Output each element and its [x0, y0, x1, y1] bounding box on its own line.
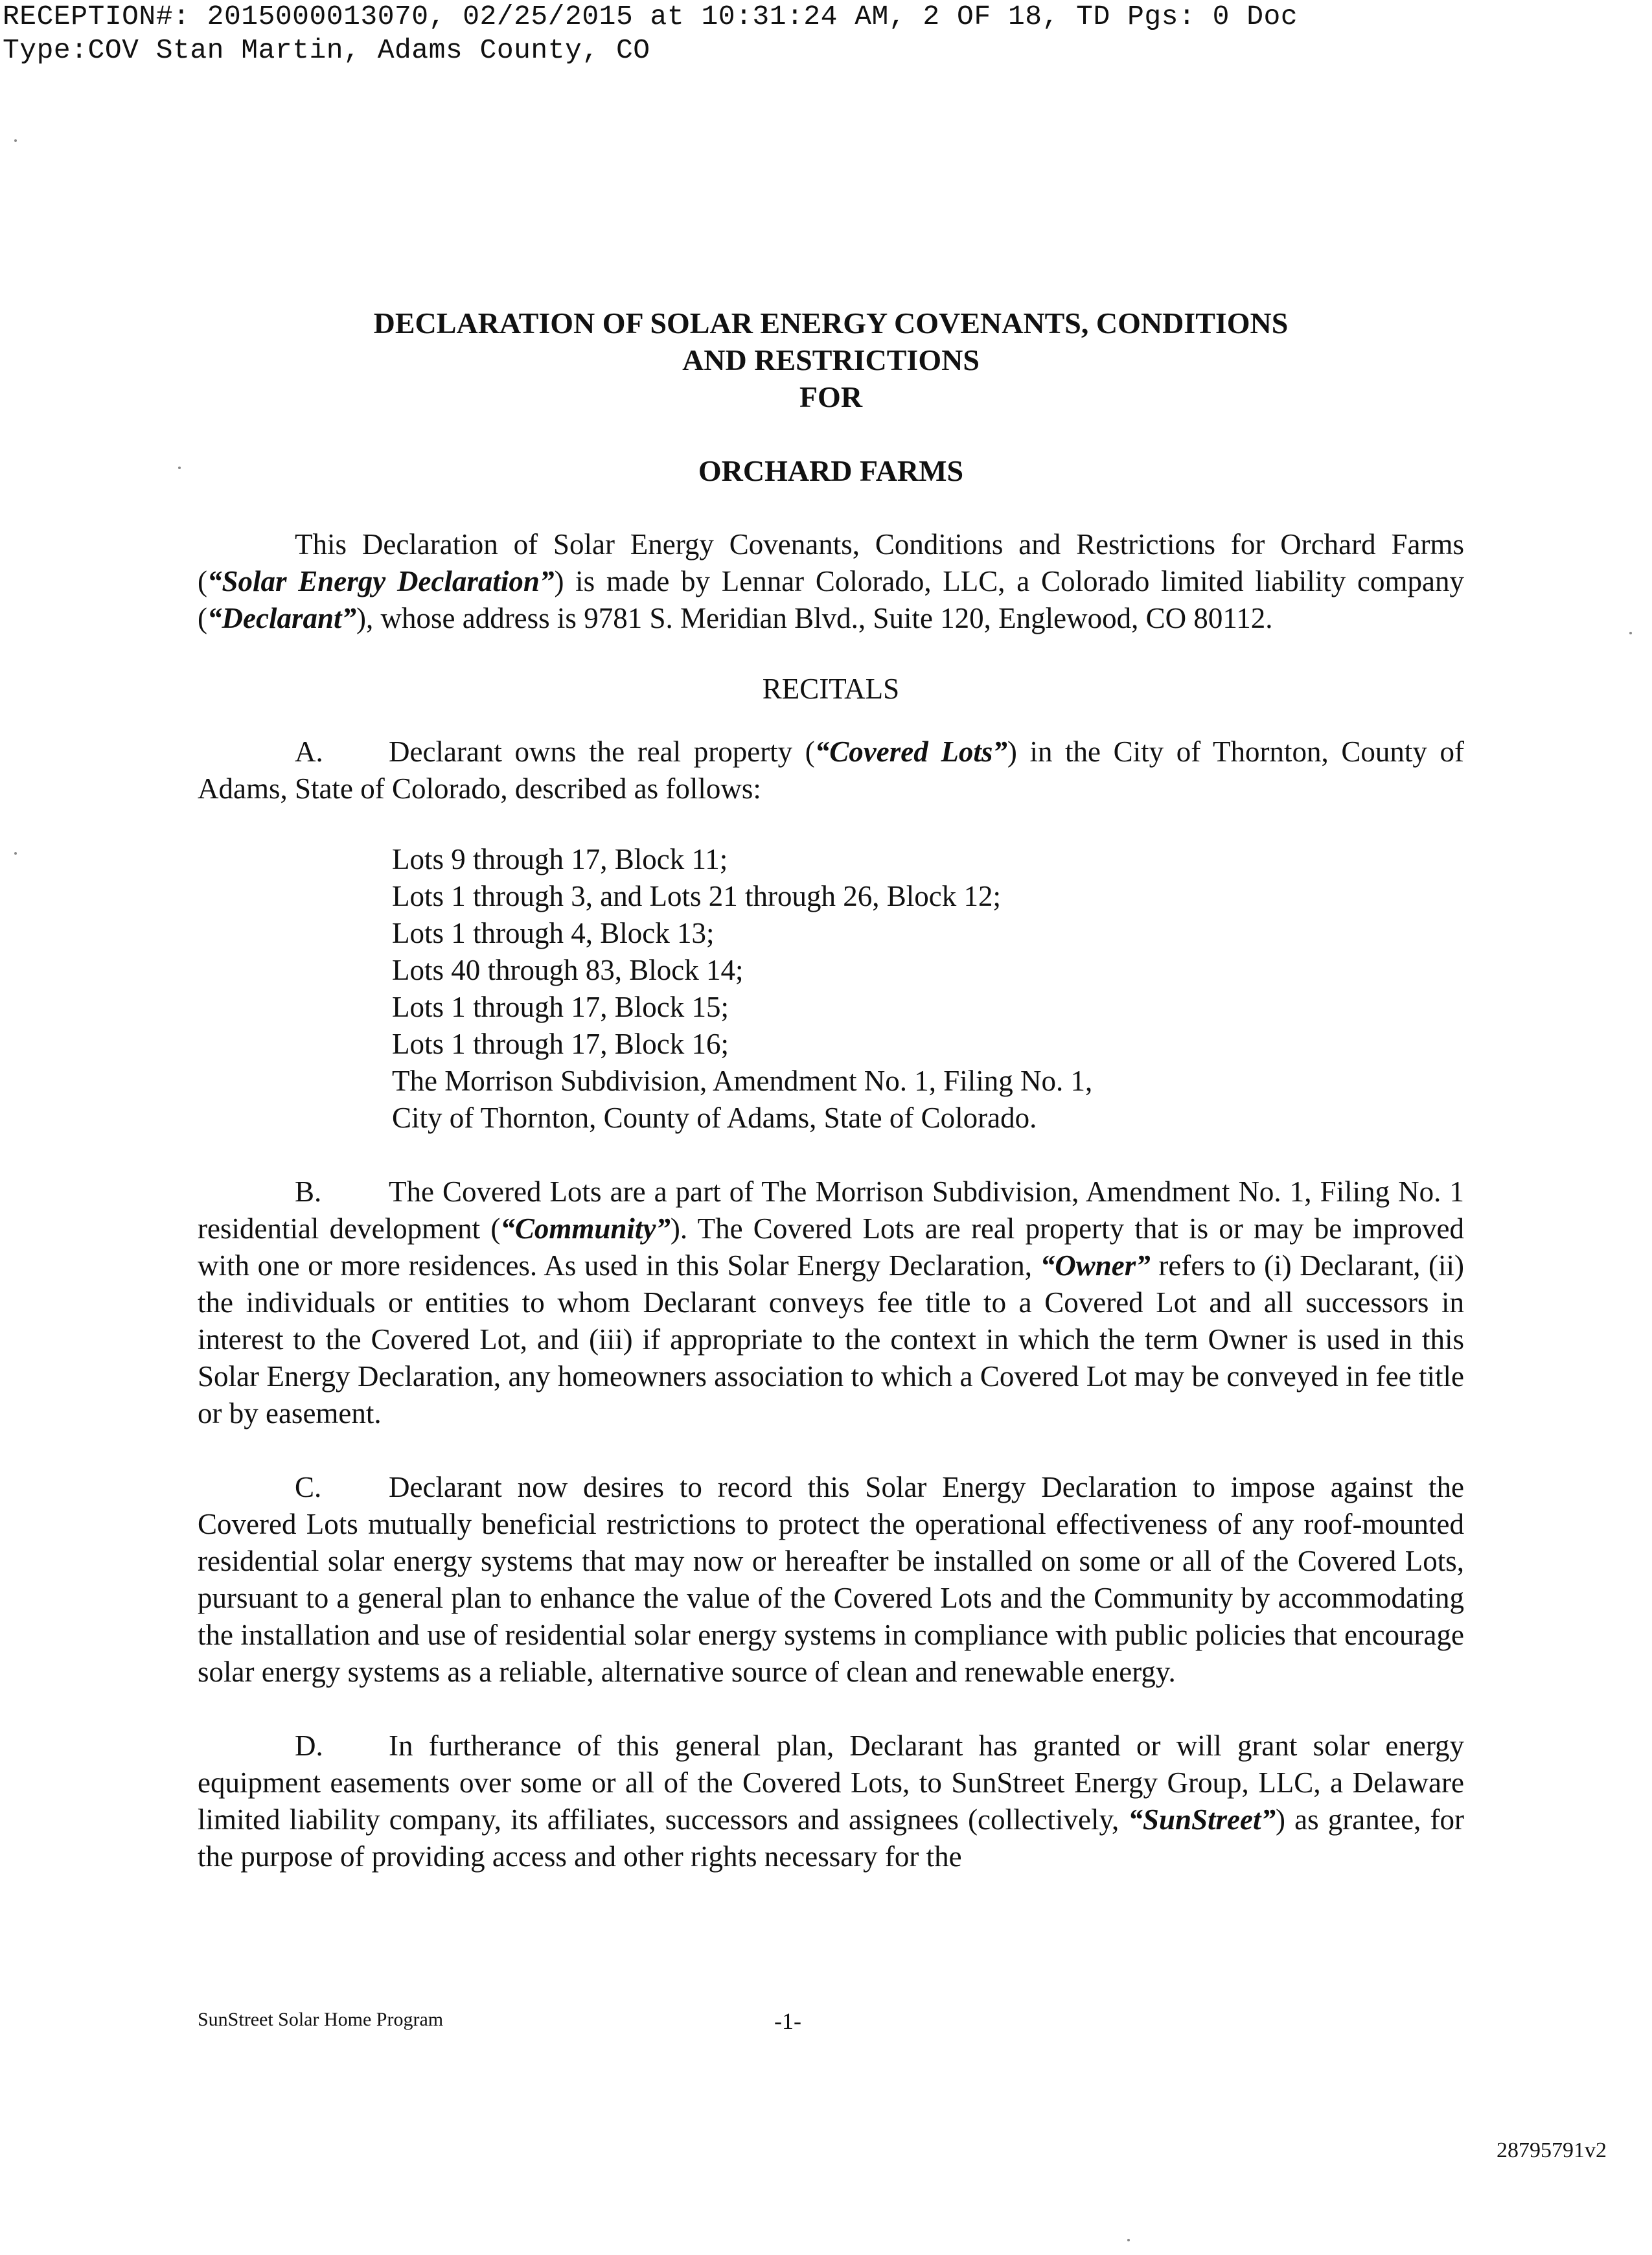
list-item: Lots 40 through 83, Block 14; — [392, 954, 744, 986]
document-subtitle: ORCHARD FARMS — [698, 454, 964, 487]
scan-speck — [1629, 632, 1632, 634]
defined-term-sunstreet: “SunStreet” — [1128, 1803, 1276, 1836]
recital-c — [198, 1469, 1464, 1691]
defined-term-solar-energy-declaration: “Solar Energy Declaration” — [207, 565, 555, 597]
recording-stamp — [3, 0, 1622, 67]
scan-speck — [1127, 2239, 1130, 2241]
recital-a-text-1: Declarant owns the real property ( — [389, 735, 815, 768]
list-item: Lots 9 through 17, Block 11; — [392, 843, 728, 875]
recital-a-text-2: ) in the City of Thornton, County of Adams, State of Colorado, described as follows: — [198, 735, 1464, 805]
recital-d-label: D. — [295, 1729, 323, 1762]
intro-text-2: ) is made by Lennar Colorado, LLC, a Colorado limited liability company ( — [198, 565, 1464, 634]
title-line-3: FOR — [799, 380, 863, 413]
defined-term-declarant: “Declarant” — [207, 602, 356, 634]
recital-b-text-1: The Covered Lots are a part of The Morrison Subdivision, Amendment No. 1, Filing No. 1 residential development ( — [198, 1175, 1464, 1245]
title-line-2: AND RESTRICTIONS — [682, 343, 980, 376]
recording-stamp-line-1: RECEPTION#: 2015000013070, 02/25/2015 at 10:31:24 AM, 2 OF 18, TD Pgs: 0 Doc — [3, 1, 1298, 32]
recital-d — [198, 1728, 1464, 1875]
scan-speck — [14, 139, 17, 142]
recital-d-text-1: In furtherance of this general plan, Declarant has granted or will grant solar energy equipment easements over some or all of the Covered Lots, to SunStreet Energy Group, LLC, a Delaware limited liability company, its affiliates, successors and assignees (collectively, — [198, 1729, 1464, 1836]
intro-text-3: ), whose address is 9781 S. Meridian Blvd., Suite 120, Englewood, CO 80112. — [356, 602, 1273, 634]
defined-term-covered-lots: “Covered Lots” — [814, 735, 1007, 768]
list-item: City of Thornton, County of Adams, State of Colorado. — [392, 1102, 1037, 1134]
defined-term-community: “Community” — [500, 1212, 671, 1245]
recital-b — [198, 1174, 1464, 1432]
recording-stamp-line-2: Type:COV Stan Martin, Adams County, CO — [3, 34, 650, 66]
scan-speck — [178, 467, 181, 469]
recital-d-text-2: ) as grantee, for the purpose of providing access and other rights necessary for the — [198, 1803, 1464, 1873]
recital-c-label: C. — [295, 1471, 322, 1503]
list-item: Lots 1 through 3, and Lots 21 through 26, Block 12; — [392, 880, 1001, 912]
recital-a — [198, 734, 1464, 807]
recital-a-label: A. — [295, 735, 323, 768]
intro-text-1: This Declaration of Solar Energy Covenants, Conditions and Restrictions for Orchard Farms ( — [198, 528, 1464, 597]
document-number: 28795791v2 — [1497, 2138, 1607, 2162]
scan-speck — [14, 852, 17, 855]
recital-c-text: Declarant now desires to record this Solar Energy Declaration to impose against the Covered Lots mutually beneficial restrictions to protect the operational effectiveness of any roof-mounted residential solar energy systems that may now or hereafter be installed on some or all of the Covered Lots, pursuant to a general plan to enhance the value of the Covered Lots and the Community by accommodating the installation and use of residential solar energy systems in compliance with public policies that encourage solar energy systems as a reliable, alternative source of clean and renewable energy. — [198, 1471, 1464, 1688]
title-line-1: DECLARATION OF SOLAR ENERGY COVENANTS, CONDITIONS — [373, 306, 1289, 340]
recital-b-text-2: ). The Covered Lots are real property that is or may be improved with one or more residences. As used in this Solar Energy Declaration, — [198, 1212, 1464, 1282]
list-item: The Morrison Subdivision, Amendment No. 1, Filing No. 1, — [392, 1065, 1093, 1097]
list-item: Lots 1 through 17, Block 15; — [392, 991, 729, 1023]
recital-b-label: B. — [295, 1175, 322, 1208]
recitals-heading: RECITALS — [762, 673, 900, 705]
document-title — [198, 305, 1464, 415]
list-item: Lots 1 through 4, Block 13; — [392, 917, 715, 949]
list-item: Lots 1 through 17, Block 16; — [392, 1028, 729, 1060]
recital-b-text-3: refers to (i) Declarant, (ii) the individuals or entities to whom Declarant conveys fee title to a Covered Lot and all successors in interest to the Covered Lot, and (iii) if appropriate to the context in which the term Owner is used in this Solar Energy Declaration, any homeowners association to which a Covered Lot may be conveyed in fee title or by easement. — [198, 1249, 1464, 1429]
defined-term-owner: “Owner” — [1040, 1249, 1151, 1282]
footer-program-name: SunStreet Solar Home Program — [198, 2009, 444, 2030]
document-body — [198, 305, 1464, 1875]
lot-list — [392, 841, 1464, 1137]
intro-paragraph — [198, 526, 1464, 637]
page-number: -1- — [774, 2008, 801, 2034]
